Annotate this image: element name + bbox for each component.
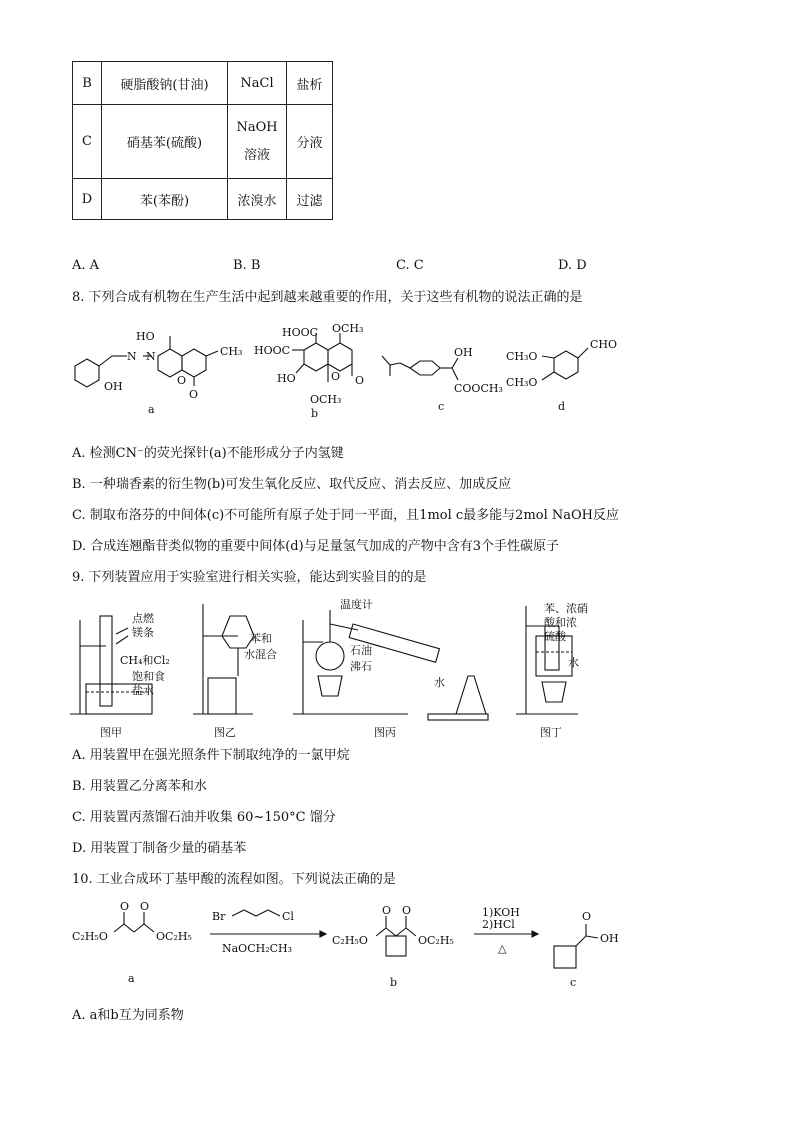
- label-jia-2: 镁条: [132, 626, 154, 639]
- q9-apparatus: [68, 596, 598, 742]
- q8-option-d: D. 合成连翘酯苷类似物的重要中间体(d)与足量氢气加成的产物中含有3个手性碳原子: [72, 539, 559, 554]
- label-10a-oc2h5: OC₂H₅: [156, 930, 192, 943]
- table-cell: 浓溴水: [228, 179, 287, 220]
- label-b-och3-top: OCH₃: [332, 322, 364, 335]
- table-cell: [228, 105, 287, 179]
- table-cell: B: [73, 62, 102, 105]
- structure-10c: [554, 924, 598, 968]
- table-cell: D: [73, 179, 102, 220]
- label-10-br: Br: [212, 910, 226, 923]
- label-c-cooch3: COOCH₃: [454, 382, 503, 395]
- q10-stem: 10. 工业合成环丁基甲酸的流程如图。下列说法正确的是: [72, 872, 396, 887]
- table-cell-line: 溶液: [243, 147, 270, 163]
- label-a-oh: OH: [104, 380, 123, 393]
- label-d-h3co1: CH₃O: [506, 350, 538, 363]
- q8-option-a: A. 检测CN⁻的荧光探针(a)不能形成分子内氢键: [72, 446, 344, 461]
- label-10c-oh: OH: [600, 932, 619, 945]
- reaction-arrow-1: [210, 910, 326, 937]
- label-10a-o2: O: [140, 900, 150, 913]
- label-10-base: NaOCH₂CH₃: [222, 942, 293, 955]
- label-ding-3: 硫酸: [544, 630, 566, 643]
- label-b-o2: O: [355, 374, 365, 387]
- q9-option-c: C. 用装置丙蒸馏石油并收集 60~150°C 馏分: [72, 810, 336, 825]
- label-10b-o2: O: [402, 904, 412, 917]
- apparatus-bing: [293, 610, 488, 720]
- label-10b-o1: O: [382, 904, 392, 917]
- q7-option-b: B. B: [233, 258, 261, 273]
- table-cell: 苯(苯酚): [102, 179, 228, 220]
- label-jia-4: 饱和食: [132, 670, 165, 683]
- table-cell: 硬脂酸钠(甘油): [102, 62, 228, 105]
- table-cell: 盐析: [287, 62, 333, 105]
- caption-yi: 图乙: [214, 726, 236, 739]
- label-b-hooc: HOOC: [282, 326, 319, 339]
- label-yi-2: 水混合: [244, 648, 277, 661]
- label-d-h3co2: CH₃O: [506, 376, 538, 389]
- caption-b: b: [311, 407, 319, 420]
- reaction-arrow-2: [474, 931, 538, 937]
- q9-option-d: D. 用装置丁制备少量的硝基苯: [72, 841, 247, 856]
- label-b-o1: O: [331, 370, 341, 383]
- caption-d: d: [558, 400, 566, 413]
- q8-stem: 8. 下列合成有机物在生产生活中起到越来越重要的作用，关于这些有机物的说法正确的是: [72, 290, 583, 305]
- structure-b: [292, 333, 352, 382]
- label-jia-1: 点燃: [132, 612, 154, 625]
- q7-option-d: D. D: [558, 258, 587, 273]
- table-row: [73, 179, 333, 220]
- label-c-oh: OH: [454, 346, 473, 359]
- label-10-cl: Cl: [282, 910, 294, 923]
- q9-option-a: A. 用装置甲在强光照条件下制取纯净的一氯甲烷: [72, 748, 350, 763]
- q7-option-c: C. C: [396, 258, 424, 273]
- structure-d: [542, 348, 588, 380]
- label-a-n: N: [127, 350, 137, 363]
- label-b-och3-bot: OCH₃: [310, 393, 342, 406]
- label-bing-2: 石油: [350, 644, 372, 657]
- label-10-koh: 1)KOH: [482, 906, 520, 919]
- label-d-cho: CHO: [590, 338, 618, 351]
- label-a-o2: O: [189, 388, 199, 401]
- caption-10b: b: [390, 976, 398, 989]
- label-10-hcl: 2)HCl: [482, 918, 515, 931]
- caption-c: c: [438, 400, 445, 413]
- q10-option-a: A. a和b互为同系物: [72, 1008, 184, 1023]
- label-ding-2: 酸和浓: [544, 616, 577, 629]
- table-cell: NaCl: [228, 62, 287, 105]
- q9-stem: 9. 下列装置应用于实验室进行相关实验，能达到实验目的的是: [72, 570, 427, 585]
- caption-a: a: [148, 403, 155, 416]
- label-jia-3: CH₄和Cl₂: [120, 654, 170, 667]
- table-cell: C: [73, 105, 102, 179]
- label-jia-5: 盐水: [132, 684, 154, 697]
- label-10c-o: O: [582, 910, 592, 923]
- label-a-ho: HO: [136, 330, 155, 343]
- q8-option-b: B. 一种瑞香素的衍生物(b)可发生氧化反应、取代反应、消去反应、加成反应: [72, 477, 512, 492]
- caption-ding: 图丁: [540, 726, 562, 739]
- label-ding-4: 水: [568, 656, 579, 669]
- separation-table: [72, 61, 333, 220]
- label-bing-3: 沸石: [350, 660, 372, 673]
- table-cell: 过滤: [287, 179, 333, 220]
- table-row: [73, 105, 333, 179]
- label-b-ho: HO: [277, 372, 296, 385]
- caption-jia: 图甲: [100, 726, 122, 739]
- label-b-hooc2: HOOC: [254, 344, 291, 357]
- table-row: [73, 62, 333, 105]
- label-10b-c2h5o: C₂H₅O: [332, 934, 368, 947]
- label-ding-1: 苯、浓硝: [544, 602, 588, 615]
- structure-c: [382, 356, 458, 380]
- label-10a-o1: O: [120, 900, 130, 913]
- caption-10a: a: [128, 972, 135, 985]
- label-bing-1: 温度计: [340, 598, 373, 611]
- label-a-n2: N: [146, 350, 156, 363]
- label-10b-oc2h5: OC₂H₅: [418, 934, 454, 947]
- label-a-o1: O: [177, 374, 187, 387]
- table-cell: 分液: [287, 105, 333, 179]
- q10-scheme: [70, 896, 650, 996]
- structure-10a: [114, 912, 154, 932]
- table-cell: 硝基苯(硫酸): [102, 105, 228, 179]
- q7-option-a: A. A: [72, 258, 100, 273]
- label-a-ch3: CH₃: [220, 345, 243, 358]
- label-bing-4: 水: [434, 676, 445, 689]
- table-cell-line: NaOH: [236, 119, 278, 135]
- q8-option-c: C. 制取布洛芬的中间体(c)不可能所有原子处于同一平面，且1mol c最多能与2mol NaOH反应: [72, 508, 620, 523]
- label-yi-1: 苯和: [250, 632, 272, 645]
- q8-structures: [70, 318, 670, 428]
- structure-10b: [376, 916, 416, 956]
- caption-bing: 图丙: [374, 726, 396, 739]
- q9-option-b: B. 用装置乙分离苯和水: [72, 779, 207, 794]
- caption-10c: c: [570, 976, 577, 989]
- label-10-heat: △: [498, 942, 507, 955]
- label-10a-c2h5o: C₂H₅O: [72, 930, 108, 943]
